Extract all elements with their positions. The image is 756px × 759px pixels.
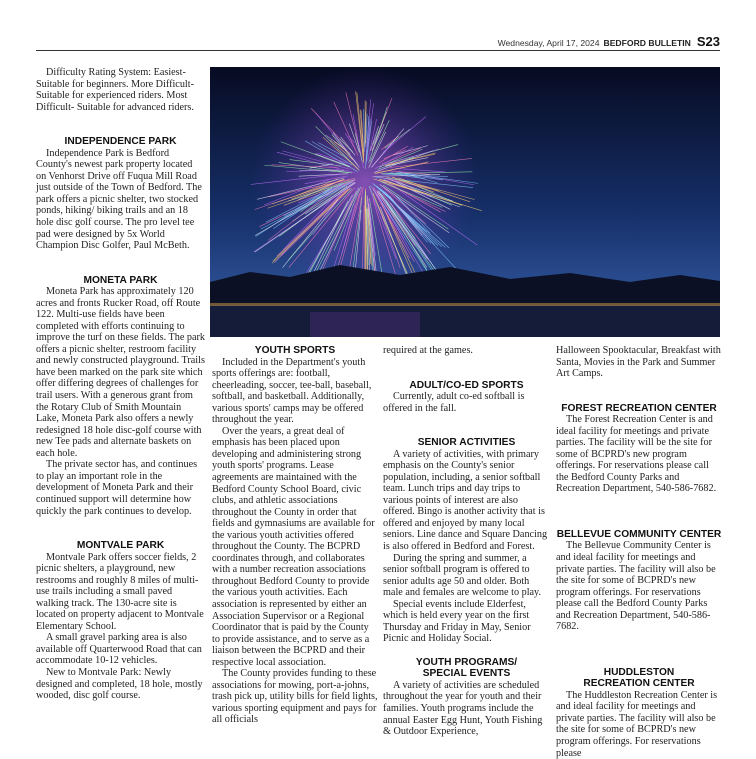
fireworks-over-lake-icon: [210, 67, 720, 337]
column-4: [556, 345, 722, 759]
heading-youth-programs: YOUTH PROGRAMS/: [383, 657, 550, 669]
youth-programs-text: A variety of activities are scheduled throughout the year for youth and their families. Youth programs include the annual Easter Egg Hunt, Youth Fishing & Outdoor Experience,: [383, 680, 550, 738]
youth-sports-text-2: Over the years, a great deal of emphasis has been placed upon developing and administering strong youth sports' programs. Lease agreements are maintained with the Bedford County School Board, civic clubs, and athletic associations throughout the County in order that fields and gymnasiums are available for the various youth activities offered throughout the County. The BCPRD coordinates through, and collaborates with a number recreation associations throughout Bedford County to provide the various youth activities. Each association is represented by either an Association Supervisor or a Regional Coordinator that is paid by the County to provide assistance, and to serve as a liaison between the BCPRD and their respective local association.: [212, 426, 378, 668]
montvale-park-text-3: New to Montvale Park: Newly designed and completed, 18 hole, mostly wooded, disc golf course.: [36, 667, 205, 702]
issue-date: Wednesday, April 17, 2024: [498, 38, 600, 48]
heading-recreation-center: RECREATION CENTER: [556, 678, 722, 690]
adult-sports-text: Currently, adult co-ed softball is offered in the fall.: [383, 391, 550, 414]
moneta-park-text: Moneta Park has approximately 120 acres and fronts Rucker Road, off Route 122. Multi-use fields have been completed with efforts continuing to improve the turf on these fields. The park offers a picnic shelter, restroom facility and newly constructed playground. Trails have been marked on the park site which offer differing degrees of challenges for trail users. With a generous grant from the Rotary Club of Smith Mountain Lake, Moneta Park also offers a newly redesigned 18 hole disc-golf course with new Tee pads and alternate baskets on each hole.: [36, 286, 205, 459]
montvale-park-text-2: A small gravel parking area is also available off Quarterwood Road that can accommodate 10-12 vehicles.: [36, 632, 205, 667]
heading-bellevue-community-center: BELLEVUE COMMUNITY CENTER: [556, 529, 722, 541]
youth-sports-text-3: The County provides funding to these associations for mowing, port-a-johns, trash pick up, utility bills for field lights, various sporting equipment and pays for all officials: [212, 668, 378, 726]
difficulty-rating-text: Difficulty Rating System: Easiest- Suitable for beginners. More Difficult- Suitable for experienced riders. Most Difficult- Suitable for advanced riders.: [36, 67, 205, 113]
heading-huddleston: HUDDLESTON: [556, 667, 722, 679]
heading-youth-sports: YOUTH SPORTS: [212, 345, 378, 357]
column-2: [212, 345, 378, 726]
heading-montvale-park: MONTVALE PARK: [36, 540, 205, 552]
youth-sports-continued: required at the games.: [383, 345, 550, 357]
senior-activities-text-2: During the spring and summer, a senior softball program is offered to senior adults age 50 and older. Both male and females are welcome to play.: [383, 553, 550, 599]
heading-moneta-park: MONETA PARK: [36, 275, 205, 287]
column-1: [36, 67, 205, 702]
page-header: [36, 33, 720, 51]
senior-activities-text: A variety of activities, with primary emphasis on the County's senior population, including, a senior softball team. Lunch trips and day trips to various points of interest are also offered. Bingo is another activity that is offered and enjoyed by many local seniors. Line dance and Square Dancing is also offered in Bedford and Forest.: [383, 449, 550, 553]
youth-sports-text: Included in the Department's youth sports offerings are: football, cheerleading, soccer, tee-ball, baseball, softball, and basketball. Additionally, various sports' camps may be offered throughout the year.: [212, 357, 378, 426]
montvale-park-text: Montvale Park offers soccer fields, 2 picnic shelters, a playground, new restrooms and roughly 8 miles of multi-use trails including a small paved walking track. The 130-acre site is located on property adjacent to Montvale Elementary School.: [36, 552, 205, 633]
moneta-park-text-2: The private sector has, and continues to play an important role in the development of Moneta Park and their continued support will determine how quickly the park continues to develop.: [36, 459, 205, 517]
huddleston-center-text: The Huddleston Recreation Center is and ideal facility for meetings and private parties. The facility will also be the site for some of BCPRD's new program offerings. For reservations please: [556, 690, 722, 759]
fireworks-photo: [210, 67, 720, 337]
heading-adult-coed-sports: ADULT/CO-ED SPORTS: [383, 380, 550, 392]
heading-special-events: SPECIAL EVENTS: [383, 668, 550, 680]
heading-forest-recreation-center: FOREST RECREATION CENTER: [556, 403, 722, 415]
youth-programs-continued: Halloween Spooktacular, Breakfast with Santa, Movies in the Park and Summer Art Camps.: [556, 345, 722, 380]
heading-senior-activities: SENIOR ACTIVITIES: [383, 437, 550, 449]
column-3: [383, 345, 550, 738]
forest-center-text: The Forest Recreation Center is and ideal facility for meetings and private parties. The facility will be the site for some of BCPRD's new program offerings. For reservations please call the Bedford County Parks and Recreation Department, 540-586-7682.: [556, 414, 722, 495]
page-number: S23: [697, 34, 720, 49]
bellevue-center-text: The Bellevue Community Center is and ideal facility for meetings and private parties. The facility will also be the site for some of BCPRD's new program offerings. For reservations please call the Bedford County Parks and Recreation Department, 540-586-7682.: [556, 540, 722, 632]
publication-name: BEDFORD BULLETIN: [603, 38, 690, 48]
heading-independence-park: INDEPENDENCE PARK: [36, 136, 205, 148]
independence-park-text: Independence Park is Bedford County's newest park property located on Venhorst Drive off Fuqua Mill Road just outside of the Town of Bedford. The park offers a picnic shelter, two stocked ponds, hiking/ biking trails and an 18 hole disc golf course. The pro level tee pad were designed by 5x World Champion Disc Golfer, Paul McBeth.: [36, 148, 205, 252]
senior-activities-text-3: Special events include Elderfest, which is held every year on the first Thursday and Friday in May, Senior Picnic and Holiday Social.: [383, 599, 550, 645]
